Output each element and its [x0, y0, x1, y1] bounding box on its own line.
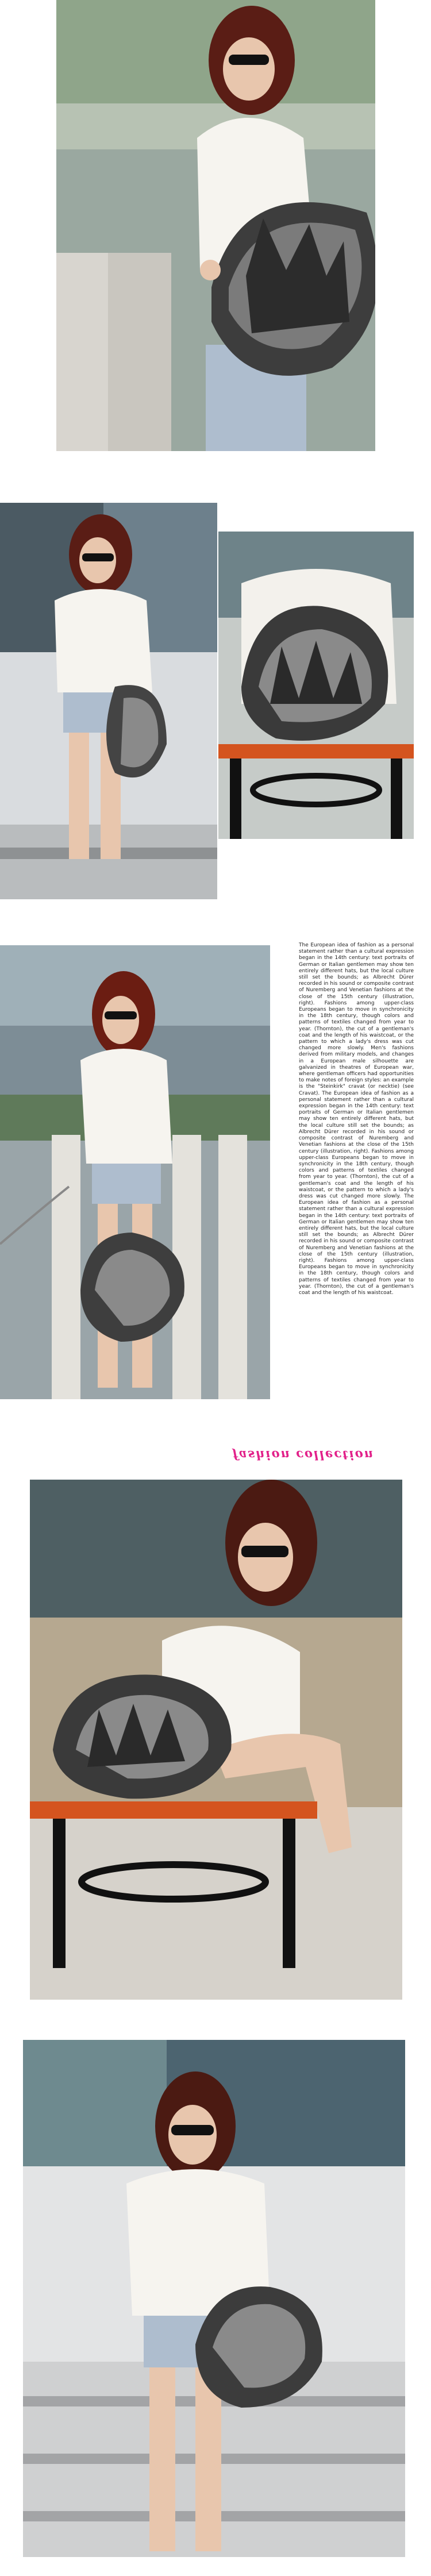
- article-text: The European idea of fashion as a personal statement rather than a cultural expression began in the 14th century: text portraits of German or Italian gentlemen may show ten entirely different hats, but the local culture still set the bounds; as Albrecht Dürer recorded in his sound or composite contrast of Nuremberg and Venetian fashions at the close of the 15th century (illustration, right). Fashions among upper-class Europeans began to move in synchronicity in the 18th century, though colors and patterns of textiles changed from year to year. (Thornton), the cut of a gentleman's coat and the length of his waistcoat, or the pattern to which a lady's dress was cut changed more slowly. Men's fashions derived from military models, and changes in a European male silhouette are galvanized in theatres of European war, where gentleman officers had opportunities to make notes of foreign styles: an example is the "Steinkirk" cravat (or necktie) (see Cravat). The European idea of fashion as a personal statement rather than a cultural expression began in the 14th century: text portraits of German or Italian gentlemen may show ten entirely different hats, but the local culture still set the bounds; as Albrecht Dürer recorded in his sound or composite contrast of Nuremberg and Venetian fashions at the close of the 15th century (illustration, right). Fashions among upper-class Europeans began to move in synchronicity in the 18th century, though colors and patterns of textiles changed from year to year. (Thornton), the cut of a gentleman's coat and the length of his waistcoat, or the pattern to which a lady's dress was cut changed more slowly. The European idea of fashion as a personal statement rather than a cultural expression began in the 14th century: text portraits of German or Italian gentlemen may show ten entirely different hats, but the local culture still set the bounds; as Albrecht Dürer recorded in his sound or composite contrast of Nuremberg and Venetian fashions at the close of the 15th century (illustration, right). Fashions among upper-class Europeans began to move in synchronicity in the 18th century, though colors and patterns of textiles changed from year to year. (Thornton), the cut of a gentleman's coat and the length of his waistcoat.: [299, 942, 414, 1296]
- bag-bench-photo: [218, 532, 414, 839]
- bag-bench-seated-photo: [30, 1480, 402, 2000]
- bag-steps-photo: [23, 2040, 405, 2557]
- bag-street-photo: [0, 945, 270, 1399]
- collection-heading: fashion collection: [232, 1448, 375, 1462]
- bag-walk-photo: [0, 503, 217, 899]
- bag-shoulder-photo: [56, 0, 375, 451]
